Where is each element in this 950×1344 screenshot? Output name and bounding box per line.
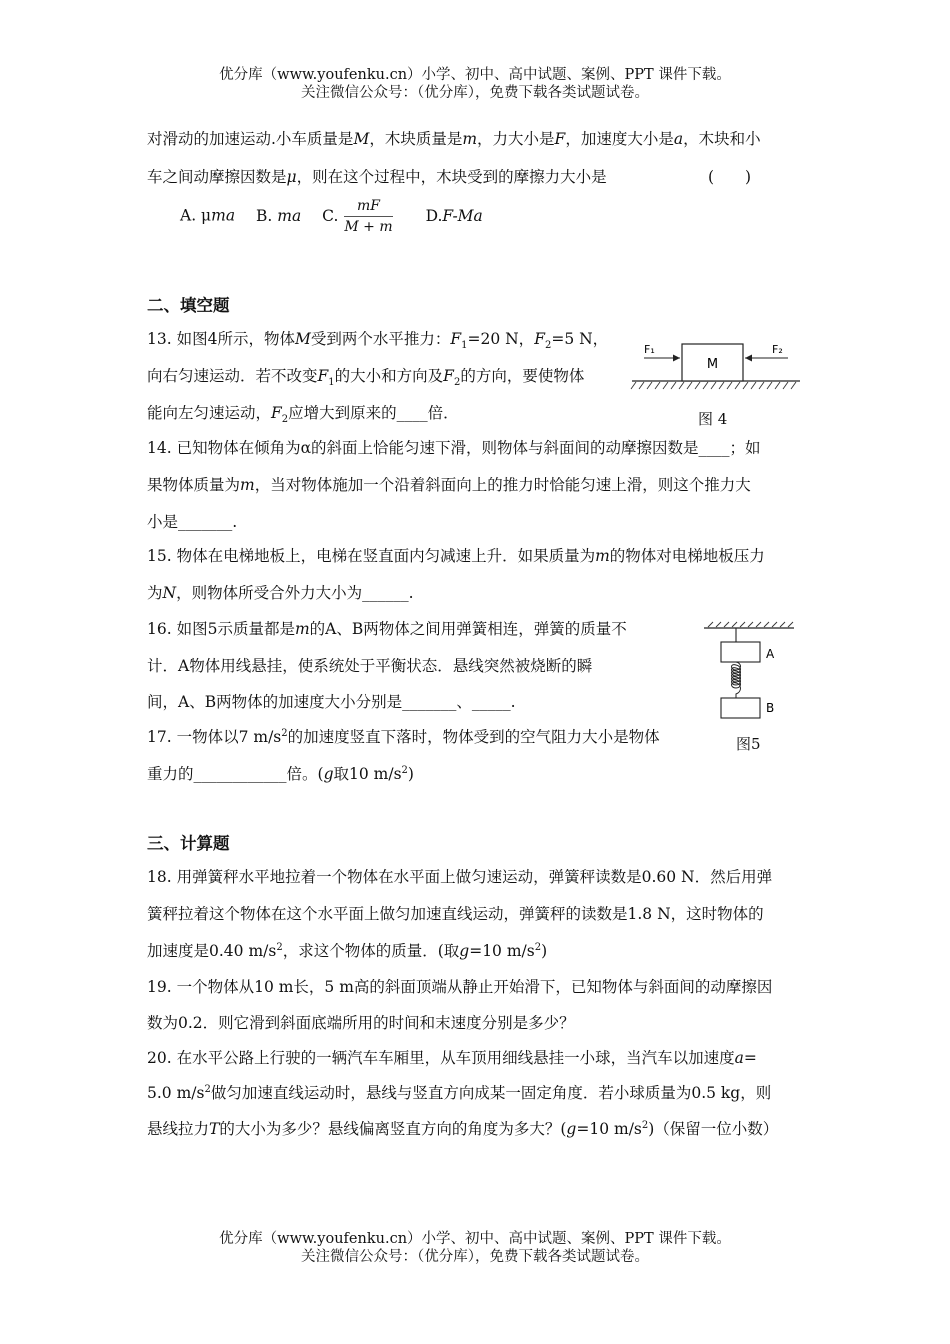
q12-option-d: D.F-Ma xyxy=(425,206,483,225)
q12-option-c: C. $\frac{mF}{M + m}$ xyxy=(322,198,393,235)
q15-line-1: 15. 物体在电梯地板上，电梯在竖直面内匀减速上升．如果质量为m的物体对电梯地板压力 xyxy=(147,547,765,565)
q12-line-2: 车之间动摩擦因数是μ，则在这个过程中，木块受到的摩擦力大小是 xyxy=(147,168,607,186)
block-a-label: A xyxy=(766,647,775,661)
q12-line-1: 对滑动的加速运动.小车质量是M，木块质量是m，力大小是F，加速度大小是a，木块和小 xyxy=(147,130,761,148)
figure-5-caption: 图5 xyxy=(736,735,761,753)
q12-answer-bracket: ( ) xyxy=(708,168,752,186)
q20-line-1: 20. 在水平公路上行驶的一辆汽车车厢里，从车顶用细线悬挂一小球，当汽车以加速度a= xyxy=(147,1049,757,1067)
q14-line-2: 果物体质量为m，当对物体施加一个沿着斜面向上的推力时恰能匀速上滑，则这个推力大 xyxy=(147,476,751,494)
page-footer xyxy=(0,1230,950,1266)
figure-4-caption: 图 4 xyxy=(698,410,728,428)
page-header xyxy=(0,66,950,102)
q12-option-a: A. μma xyxy=(180,206,236,225)
q15-line-2: 为N，则物体所受合外力大小为______. xyxy=(147,584,414,602)
q16-line-3: 间，A、B两物体的加速度大小分别是_______、_____. xyxy=(147,693,516,711)
block-b-label: B xyxy=(766,701,775,715)
figure-5 xyxy=(700,622,800,722)
q20-line-2: 5.0 $m/s^2$做匀加速直线运动时，悬线与竖直方向成某一固定角度．若小球质量为0.5 kg，则 xyxy=(147,1083,772,1102)
header-line-1: 优分库（www.youfenku.cn）小学、初中、高中试题、案例、PPT 课件下载。 xyxy=(219,67,731,83)
force-f1-arrowhead xyxy=(673,355,680,362)
q16-line-2: 计．A物体用线悬挂，使系统处于平衡状态．悬线突然被烧断的瞬 xyxy=(147,657,593,675)
q12-option-b: B. ma xyxy=(256,206,302,225)
q17-line-1: 17. 一物体以7 $m/s^2$的加速度竖直下落时，物体受到的空气阻力大小是物体 xyxy=(147,727,660,746)
section-3-title: 三、计算题 xyxy=(147,834,230,853)
q18-line-1: 18. 用弹簧秤水平地拉着一个物体在水平面上做匀速运动，弹簧秤读数是0.60 N．然后用弹 xyxy=(147,868,773,886)
q20-line-3: 悬线拉力T的大小为多少？悬线偏离竖直方向的角度为多大？(g=10 $m/s^2$)（保留一位小数） xyxy=(147,1119,779,1138)
spring xyxy=(732,662,741,698)
q19-line-1: 19. 一个物体从10 m长，5 m高的斜面顶端从静止开始滑下，已知物体与斜面间的动摩擦因 xyxy=(147,978,773,996)
q14-line-3: 小是_______. xyxy=(147,513,238,531)
q12-option-c-fraction: $\frac{mF}{M + m}$ xyxy=(344,198,393,235)
header-line-2: 关注微信公众号：（优分库），免费下载各类试题试卷。 xyxy=(301,85,649,101)
footer-line-2: 关注微信公众号：（优分库），免费下载各类试题试卷。 xyxy=(301,1249,649,1265)
q13-line-3: 能向左匀速运动，$F_2$应增大到原来的____倍． xyxy=(147,404,459,426)
q12-options xyxy=(180,198,483,235)
q16-line-1: 16. 如图5示质量都是m的A、B两物体之间用弹簧相连，弹簧的质量不 xyxy=(147,620,627,638)
section-2-title: 二、填空题 xyxy=(147,296,230,315)
force-f2-arrowhead xyxy=(745,355,752,362)
block-m-label: M xyxy=(706,357,719,372)
ceiling-hatching xyxy=(708,622,793,627)
force-f1-label: F₁ xyxy=(644,343,655,356)
q14-line-1: 14. 已知物体在倾角为α的斜面上恰能匀速下滑，则物体与斜面间的动摩擦因数是____；如 xyxy=(147,439,761,457)
q17-line-2: 重力的____________倍。(g取10 $m/s^2$) xyxy=(147,764,414,783)
ground-hatching xyxy=(631,382,796,389)
q18-line-2: 簧秤拉着这个物体在这个水平面上做匀加速直线运动，弹簧秤的读数是1.8 N，这时物体的 xyxy=(147,905,764,923)
block-b xyxy=(721,698,760,718)
q13-line-2: 向右匀速运动．若不改变$F_1$的大小和方向及$F_2$的方向，要使物体 xyxy=(147,367,585,389)
q13-line-1: 13. 如图4所示，物体M受到两个水平推力：$F_1=20$ N，$F_2=5$ N， xyxy=(147,330,609,352)
block-a xyxy=(721,642,760,662)
q19-line-2: 数为0.2．则它滑到斜面底端所用的时间和末速度分别是多少？ xyxy=(147,1014,575,1032)
q18-line-3: 加速度是0.40 $m/s^2$，求这个物体的质量．(取g=10 $m/s^2$) xyxy=(147,941,548,960)
force-f2-label: F₂ xyxy=(772,343,783,356)
footer-line-1: 优分库（www.youfenku.cn）小学、初中、高中试题、案例、PPT 课件下载。 xyxy=(219,1231,731,1247)
